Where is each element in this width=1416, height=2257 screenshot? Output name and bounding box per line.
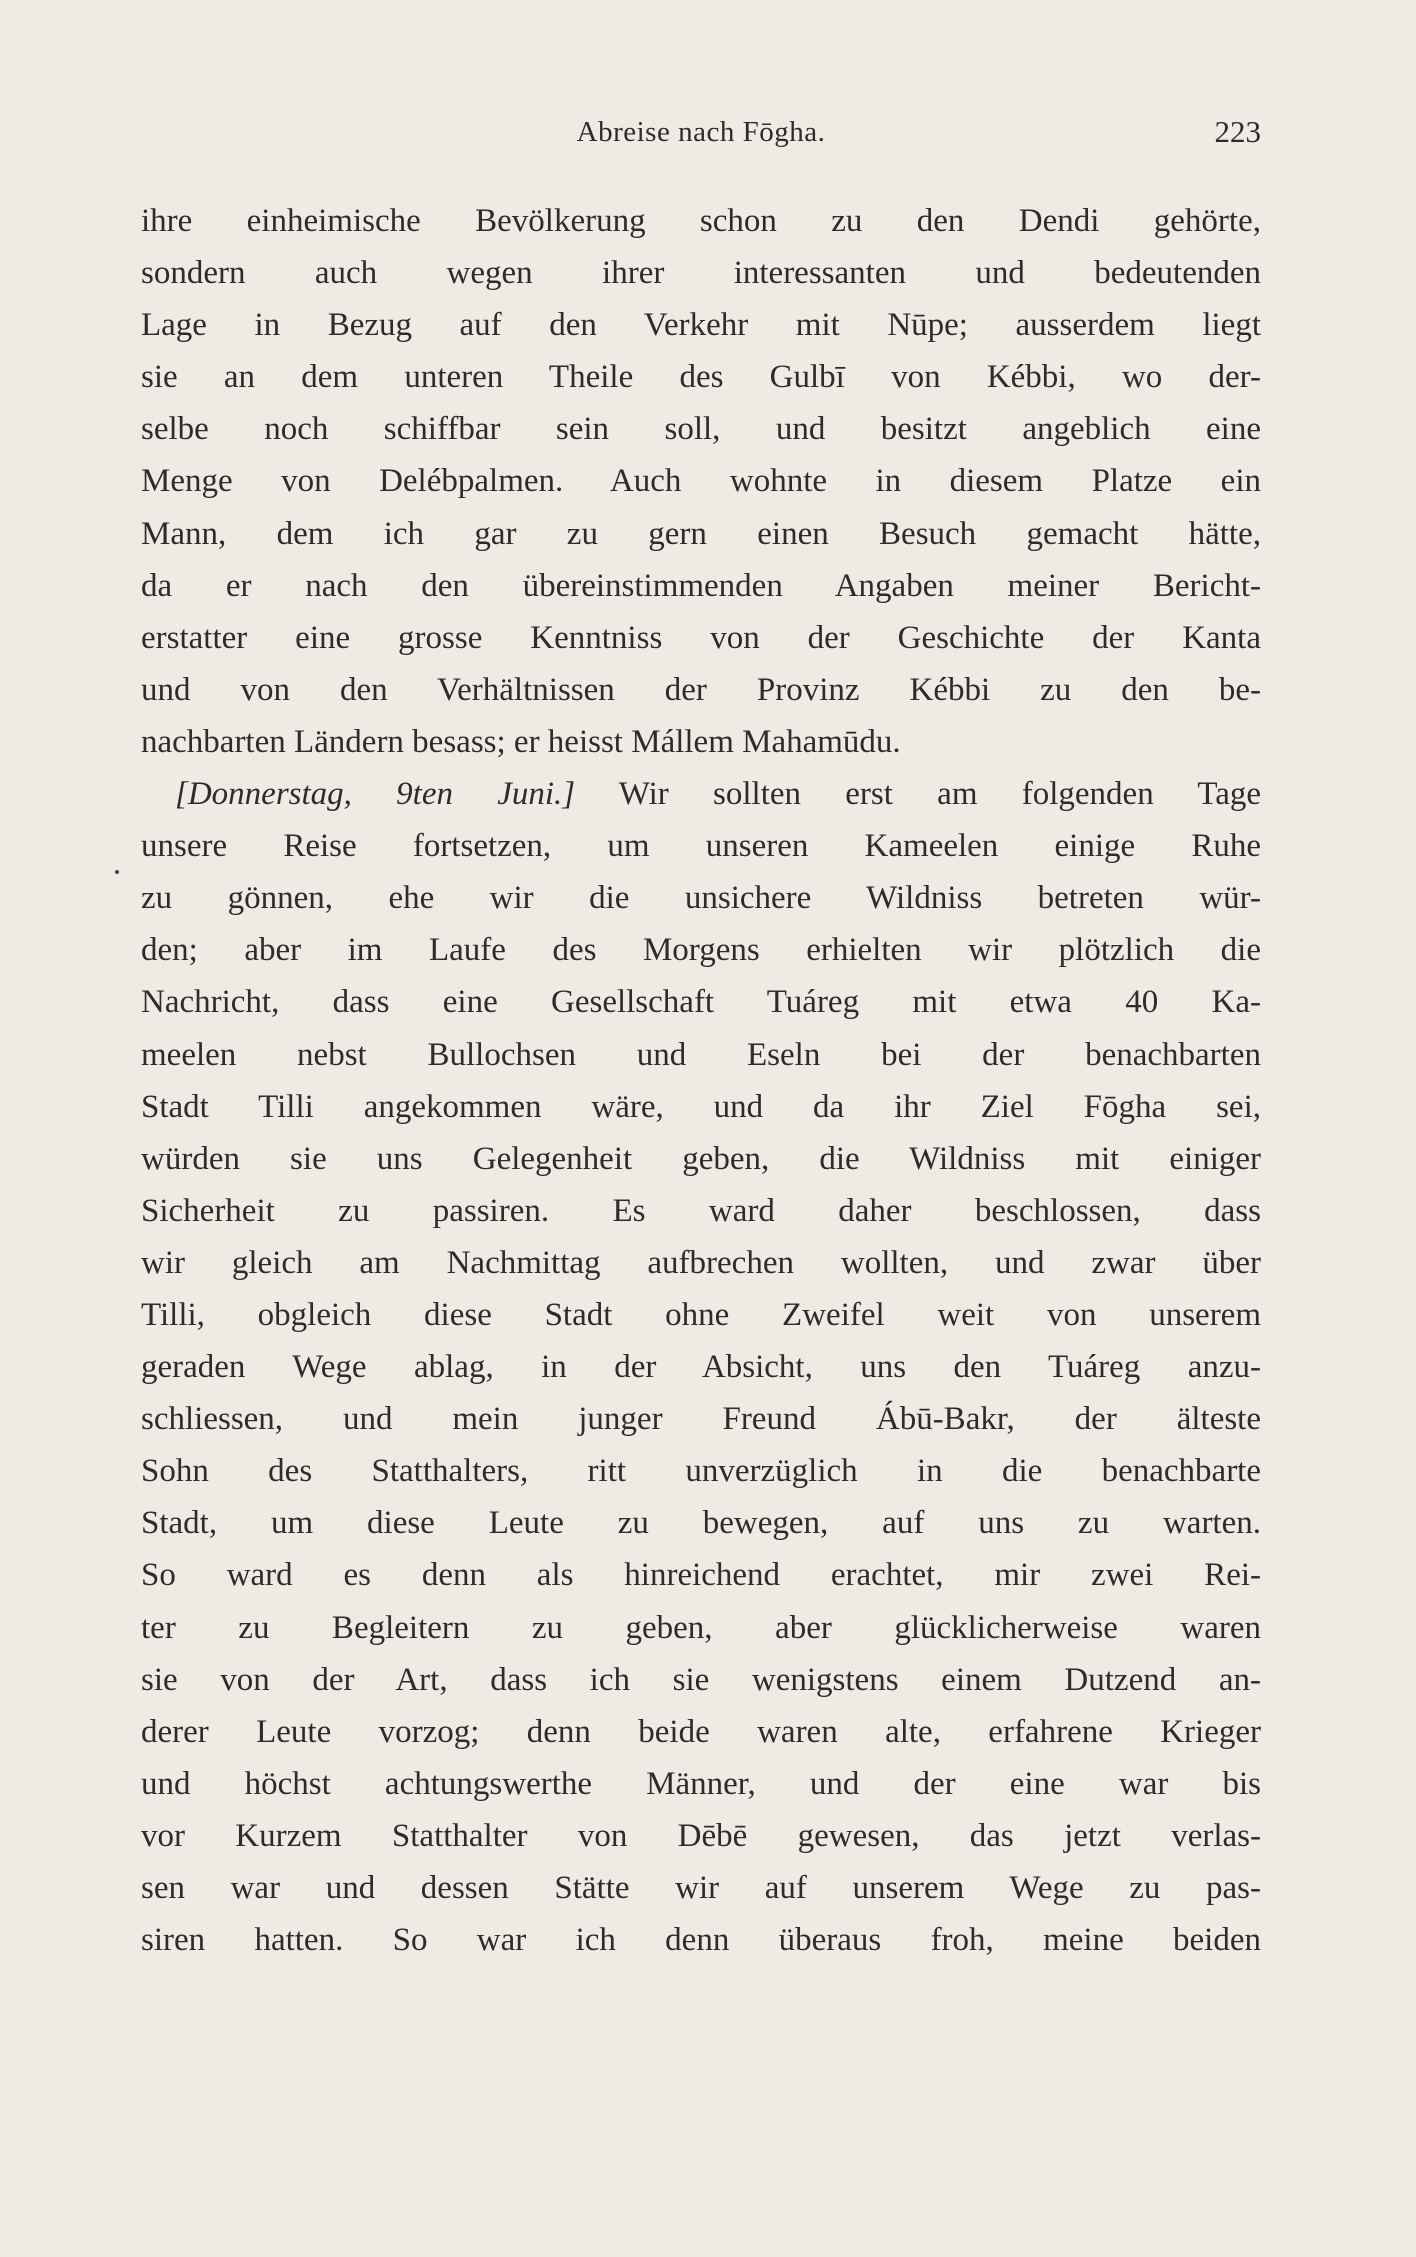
text-line: Mann, dem ich gar zu gern einen Besuch gemacht hätte, <box>141 515 1261 552</box>
text-line: zu gönnen, ehe wir die unsichere Wildniss betreten wür- <box>141 880 1261 917</box>
text-line: da er nach den übereinstimmenden Angaben meiner Bericht- <box>141 567 1261 604</box>
margin-mark <box>115 870 119 874</box>
text-line: den; aber im Laufe des Morgens erhielten wir plötzlich die <box>141 932 1261 969</box>
text-line: und von den Verhältnissen der Provinz Kébbi zu den be- <box>141 671 1261 708</box>
text-line: siren hatten. So war ich denn überaus froh, meine beiden <box>141 1922 1261 1959</box>
date-note: [Donnerstag, 9ten Juni.] <box>175 776 576 813</box>
text-line: vor Kurzem Statthalter von Dēbē gewesen, das jetzt verlas- <box>141 1817 1261 1854</box>
text-line: erstatter eine grosse Kenntniss von der Geschichte der Kanta <box>141 619 1261 656</box>
text-line: ter zu Begleitern zu geben, aber glücklicherweise waren <box>141 1609 1261 1646</box>
text-line: schliessen, und mein junger Freund Ábū-Bakr, der älteste <box>141 1401 1261 1438</box>
body-text <box>141 195 1261 1966</box>
text-line: sen war und dessen Stätte wir auf unserem Wege zu pas- <box>141 1870 1261 1906</box>
text-line: Lage in Bezug auf den Verkehr mit Nūpe; ausserdem liegt <box>141 307 1261 344</box>
text-line: sie an dem unteren Theile des Gulbī von Kébbi, wo der- <box>141 359 1261 396</box>
text-line: würden sie uns Gelegenheit geben, die Wildniss mit einiger <box>141 1140 1261 1177</box>
date-line-text: Wir sollten erst am folgenden Tage <box>575 776 1261 813</box>
running-title: Abreise nach Fōgha. <box>576 116 826 148</box>
text-line-paragraph-end: nachbarten Ländern besass; er heisst Mállem Mahamūdu. <box>141 723 901 760</box>
text-line: Nachricht, dass eine Gesellschaft Tuáreg mit etwa 40 Ka- <box>141 984 1261 1021</box>
text-line: und höchst achtungswerthe Männer, und der eine war bis <box>141 1765 1261 1802</box>
text-line: Menge von Delébpalmen. Auch wohnte in diesem Platze ein <box>141 463 1261 500</box>
text-line: Tilli, obgleich diese Stadt ohne Zweifel weit von unserem <box>141 1296 1261 1333</box>
text-line: selbe noch schiffbar sein soll, und besitzt angeblich eine <box>141 411 1261 448</box>
text-line: ihre einheimische Bevölkerung schon zu den Dendi gehörte, <box>141 203 1261 239</box>
text-line: derer Leute vorzog; denn beide waren alte, erfahrene Krieger <box>141 1713 1261 1750</box>
text-line: Stadt, um diese Leute zu bewegen, auf uns zu warten. <box>141 1505 1261 1542</box>
text-line: Sicherheit zu passiren. Es ward daher beschlossen, dass <box>141 1192 1261 1229</box>
text-line: So ward es denn als hinreichend erachtet, mir zwei Rei- <box>141 1557 1261 1594</box>
page-header <box>141 112 1261 152</box>
text-line: Sohn des Statthalters, ritt unverzüglich in die benachbarte <box>141 1453 1261 1490</box>
page-number: 223 <box>1214 114 1261 149</box>
text-line: sie von der Art, dass ich sie wenigstens einem Dutzend an- <box>141 1661 1261 1698</box>
text-line: meelen nebst Bullochsen und Eseln bei der benachbarten <box>141 1036 1261 1073</box>
dated-paragraph-start <box>141 768 1261 820</box>
text-line: geraden Wege ablag, in der Absicht, uns den Tuáreg anzu- <box>141 1349 1261 1386</box>
text-line: Stadt Tilli angekommen wäre, und da ihr Ziel Fōgha sei, <box>141 1088 1261 1125</box>
text-line: unsere Reise fortsetzen, um unseren Kameelen einige Ruhe <box>141 828 1261 865</box>
text-line: wir gleich am Nachmittag aufbrechen wollten, und zwar über <box>141 1244 1261 1281</box>
text-line: sondern auch wegen ihrer interessanten und bedeutenden <box>141 255 1261 292</box>
